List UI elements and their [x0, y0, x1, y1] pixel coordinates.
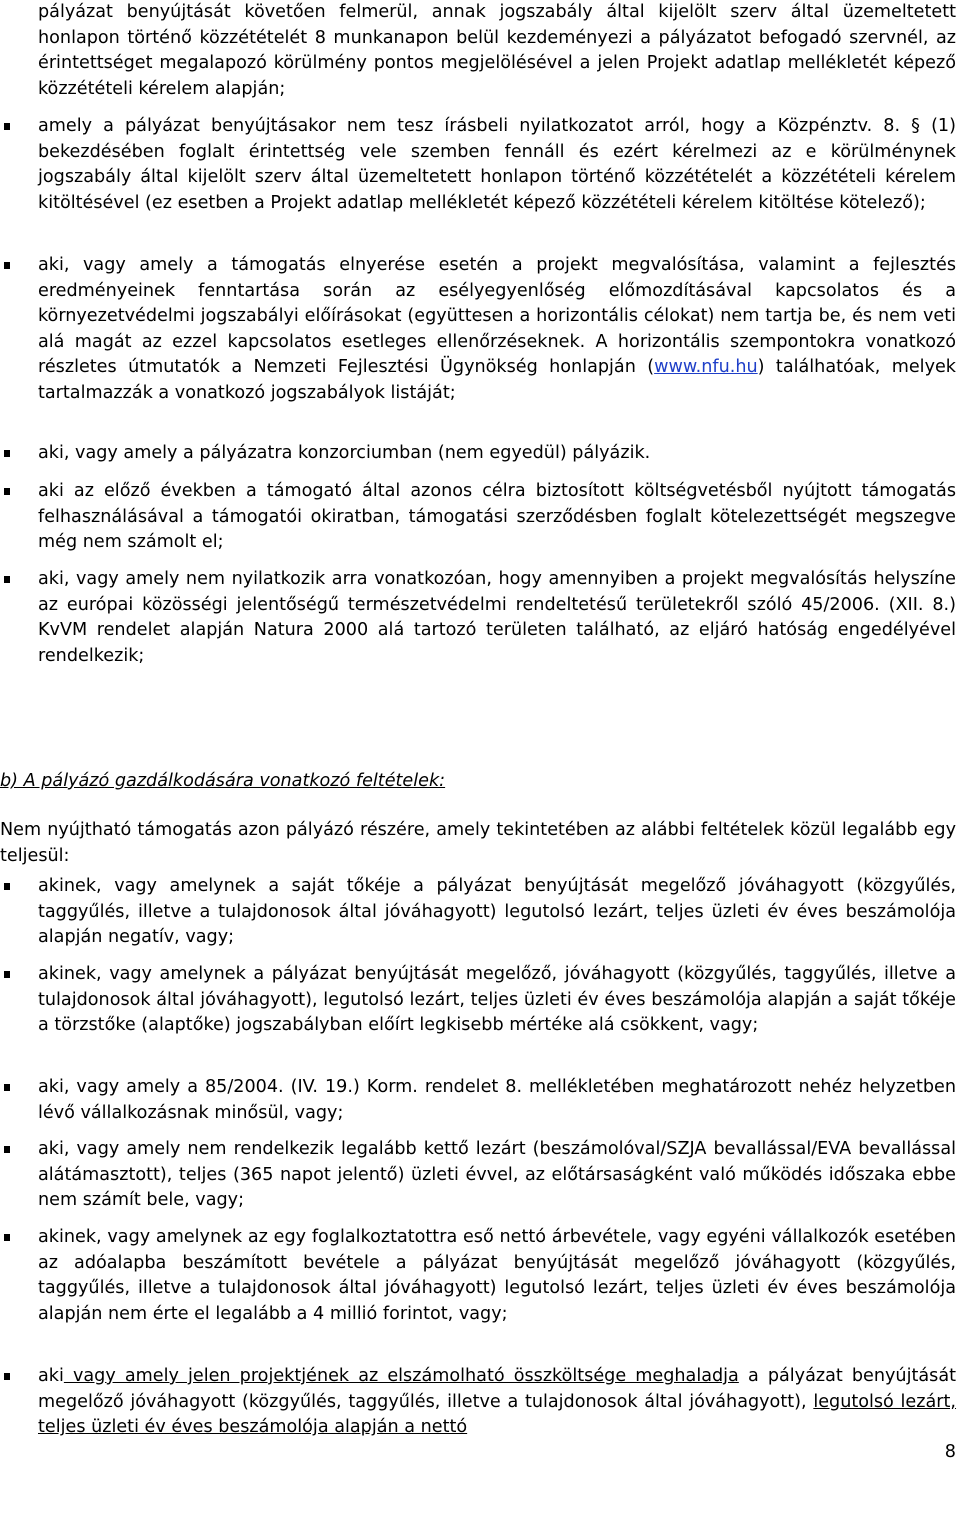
list-item-text: akinek, vagy amelynek a saját tőkéje a pályázat benyújtását megelőző jóváhagyott (közgyűlés, taggyűlés, illetve a tulajdonosok által jóváhagyott) legutolsó lezárt, teljes üzleti év éves beszámolója alapján negatív, vagy; — [38, 876, 956, 948]
list-item-text: akinek, vagy amelynek az egy foglalkoztatottra eső nettó árbevétele, vagy egyéni vállalkozók esetében az adóalapba beszámított bevétele a pályázat benyújtását megelőző jóváhagyott (közgyűlés, taggyűlés, illetve a tulajdonosok által jóváhagyott) legutolsó lezárt, teljes üzleti év éves beszámolója alapján nem érte el legalább a 4 millió forintot, vagy; — [38, 1227, 956, 1324]
bullet-icon — [4, 1084, 10, 1091]
list-item-text-part: a pályázat benyújtását megelőző jóváhagyott (közgyűlés, taggyűlés, illetve a tulajdonosok által jóváhagyott), — [38, 1366, 957, 1412]
bullet-icon — [4, 1146, 10, 1153]
list-item-text: aki, vagy amely nem rendelkezik legalább kettő lezárt (beszámolóval/SZJA bevallással/EVA bevallással alátámasztott), teljes (365 napot jelentő) üzleti évvel, az előtársaságként való működés időszaka ebbe nem számít bele, vagy; — [38, 1139, 956, 1211]
bullet-icon — [4, 262, 10, 269]
bullet-icon — [4, 450, 10, 457]
list-item-text: akinek, vagy amelynek a pályázat benyújtását megelőző, jóváhagyott (közgyűlés, taggyűlés, illetve a tulajdonosok által jóváhagyott), legutolsó lezárt, teljes üzleti év éves beszámolója alapján a saját tőkéje a törzstőke (alaptőke) jogszabályban előírt legkisebb mértéke alá csökkent, vagy; — [38, 964, 956, 1036]
list-item-text-part: aki, vagy amely a támogatás elnyerése esetén a projekt megvalósítása, valamint a fejlesztés eredményeinek fenntartása során az esélyegyenlőség előmozdításával kapcsolatos és a környezetvédelmi jogszabályi előírásokat (együttesen a horizontális célokat) nem tartja be, és nem veti alá magát az ezzel kapcsolatos esetleges ellenőrzéseknek. A horizontális szempontokra vonatkozó részletes útmutatók a Nemzeti Fejlesztési Ügynökség honlapján ( — [38, 255, 956, 378]
list-item-text: aki, vagy amely a pályázatra konzorciumban (nem egyedül) pályázik. — [38, 443, 651, 463]
page-number: 8 — [944, 1442, 956, 1462]
section-heading: b) A pályázó gazdálkodására vonatkozó feltételek: — [0, 771, 446, 791]
list-item-text-part: aki — [38, 1366, 64, 1386]
list-item-text: aki az előző években a támogató által azonos célra biztosított költségvetésből nyújtott támogatás felhasználásával a támogatói okiratban, támogatási szerződésben foglalt kötelezettségét megszegve még nem számolt el; — [38, 481, 956, 553]
bullet-icon — [4, 576, 10, 583]
underlined-text: vagy amely jelen projektjének az elszámolható összköltsége meghaladja — [63, 1366, 739, 1386]
list-item-text-part: ) találhatóak, melyek tartalmazzák a vonatkozó jogszabályok listáját; — [38, 357, 956, 403]
list-item-text: amely a pályázat benyújtásakor nem tesz írásbeli nyilatkozatot arról, hogy a Közpénztv. 8. § (1) bekezdésében foglalt érintettség vele szemben fennáll és ezért kérelmezi az e körülménynek jogszabály által kijelölt szerv által üzemeltetett honlapon történő közzétételét a közzétételi kérelem kitöltésével (ez esetben a Projekt adatlap mellékletét képező közzétételi kérelem kitöltése kötelező); — [38, 116, 956, 213]
bullet-icon — [4, 1373, 10, 1380]
bullet-icon — [4, 123, 10, 130]
section-lead: Nem nyújtható támogatás azon pályázó részére, amely tekintetében az alábbi feltételek közül legalább egy teljesül: — [0, 820, 956, 866]
bullet-icon — [4, 488, 10, 495]
underlined-text: legutolsó lezárt, teljes üzleti év éves beszámolója alapján a nettó — [38, 1391, 957, 1438]
bullet-icon — [4, 971, 10, 978]
list-item-text — [38, 253, 956, 407]
bullet-icon — [4, 1234, 10, 1241]
list-item-text: aki, vagy amely nem nyilatkozik arra vonatkozóan, hogy amennyiben a projekt megvalósítás helyszíne az európai közösségi jelentőségű természetvédelmi rendeltetésű területekről szóló 45/2006. (XII. 8.) KvVM rendelet alapján Natura 2000 alá tartozó területen található, az eljáró hatóság engedélyével rendelkezik; — [38, 569, 956, 666]
list-item-text — [38, 1364, 956, 1441]
intro-paragraph: pályázat benyújtását követően felmerül, annak jogszabály által kijelölt szerv által üzemeltetett honlapon történő közzétételét 8 munkanapon belül kezdeményezi a pályázatot befogadó szervnél, az érintettséget megalapozó körülmény pontos megjelölésével a jelen Projekt adatlap mellékletét képező közzétételi kérelem alapján; — [38, 2, 956, 99]
nfu-link[interactable]: www.nfu.hu — [654, 357, 758, 378]
bullet-icon — [4, 883, 10, 890]
list-item-text: aki, vagy amely a 85/2004. (IV. 19.) Korm. rendelet 8. mellékletében meghatározott nehéz helyzetben lévő vállalkozásnak minősül, vagy; — [38, 1077, 956, 1123]
